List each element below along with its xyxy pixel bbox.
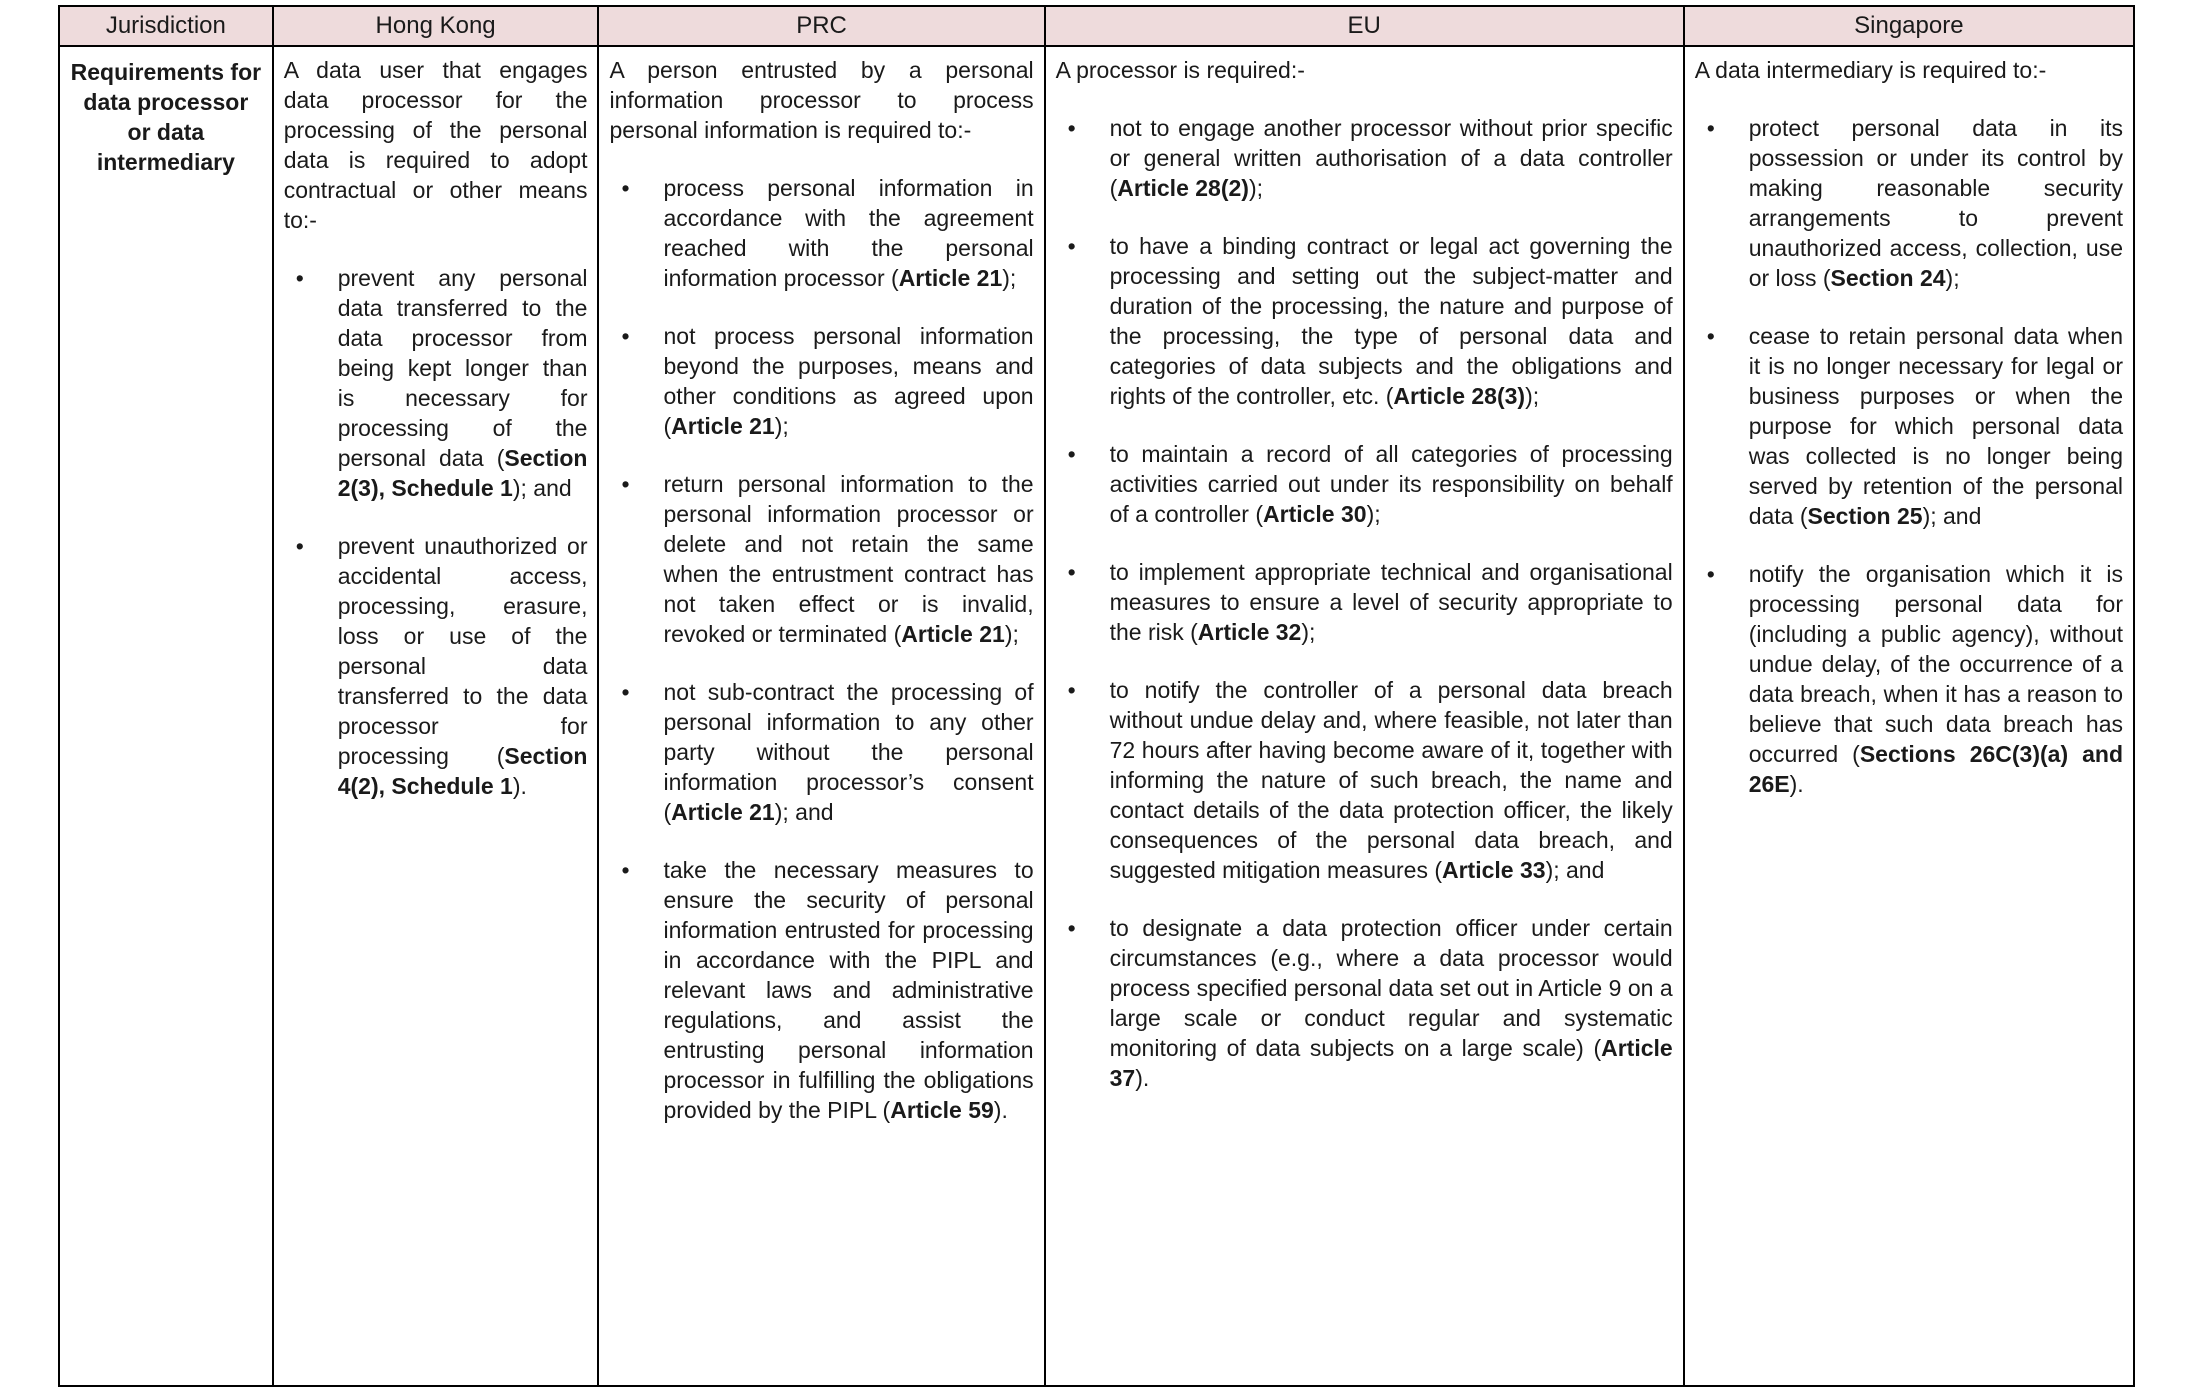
bullet-item — [609, 855, 1033, 1125]
citation-bold-text: Section 4(2), Schedule 1 — [337, 743, 588, 799]
bullet-item — [609, 173, 1033, 293]
bullet-item — [1056, 913, 1673, 1093]
bullet-icon: • — [621, 175, 630, 201]
body-text: ); — [1301, 619, 1316, 645]
body-text: not to engage another processor without prior specific or general written authorisation of a data controller ( — [1109, 115, 1673, 201]
body-text: ); and — [774, 799, 834, 825]
cell-hong-kong — [273, 46, 599, 1386]
bullet-item — [1056, 439, 1673, 529]
bullet-item — [1056, 231, 1673, 411]
bullet-icon: • — [1067, 559, 1076, 585]
bullet-text — [338, 531, 588, 801]
body-text: ). — [1135, 1065, 1150, 1091]
bullet-icon: • — [1067, 233, 1076, 259]
body-text: ); and — [512, 475, 572, 501]
body-text: ); — [1002, 265, 1017, 291]
header-prc: PRC — [598, 6, 1044, 46]
bullet-item — [1695, 113, 2123, 293]
body-text: not process personal information beyond the purposes, means and other conditions as agreed upon ( — [663, 323, 1034, 439]
body-text: A processor is required:- — [1055, 57, 1305, 83]
cell-singapore — [1684, 46, 2134, 1386]
citation-bold-text: Article 32 — [1197, 619, 1302, 645]
body-text: return personal information to the personal information processor or delete and not retain the same when the entrustment contract has not taken effect or is invalid, revoked or terminated ( — [663, 471, 1034, 647]
jurisdiction-comparison-wrapper — [58, 5, 2135, 1387]
citation-bold-text: Article 21 — [671, 799, 775, 825]
cell-eu — [1045, 46, 1684, 1386]
bullet-item — [1056, 557, 1673, 647]
bullet-text — [663, 677, 1033, 827]
body-text: take the necessary measures to ensure the security of personal information entrusted for processing in accordance with the PIPL and relevant laws and administrative regulations, and assist the entrusting personal information processor in fulfilling the obligations provided by the PIPL ( — [663, 857, 1034, 1123]
citation-bold-text: Sections 26C(3)(a) and 26E — [1748, 741, 2123, 797]
table-row — [59, 46, 2134, 1386]
citation-bold-text: Article 30 — [1263, 501, 1367, 527]
citation-bold-text: Article 21 — [898, 265, 1003, 291]
header-singapore: Singapore — [1684, 6, 2134, 46]
citation-bold-text: Article 28(3) — [1393, 383, 1526, 409]
body-text: not sub-contract the processing of personal information to any other party without the personal information processor’s consent ( — [663, 679, 1034, 825]
bullet-text — [1110, 675, 1673, 885]
bullet-text — [663, 173, 1033, 293]
bullet-text — [1110, 913, 1673, 1093]
bullet-item — [1695, 321, 2123, 531]
citation-bold-text: Article 28(2) — [1117, 175, 1249, 201]
bullet-icon: • — [621, 679, 630, 705]
body-text: ). — [1789, 771, 1804, 797]
body-text: cease to retain personal data when it is no longer necessary for legal or business purposes or when the purpose for which personal data was collected is no longer being served by retention of the personal data ( — [1748, 323, 2123, 529]
bullet-item — [1056, 113, 1673, 203]
bullet-text — [338, 263, 588, 503]
cell-intro — [1695, 55, 2123, 85]
cell-prc — [598, 46, 1044, 1386]
bullet-text — [663, 321, 1033, 441]
bullet-item — [1056, 675, 1673, 885]
citation-bold-text: Article 33 — [1442, 857, 1546, 883]
header-eu: EU — [1045, 6, 1684, 46]
bullet-icon: • — [1706, 115, 1715, 141]
cell-intro — [284, 55, 588, 235]
body-text: notify the organisation which it is processing personal data for (including a public agency), without undue delay, of the occurrence of a data breach, when it has a reason to believe that such data breach has occurred ( — [1748, 561, 2123, 767]
body-text: to have a binding contract or legal act governing the processing and setting out the subject-matter and duration of the processing, the nature and purpose of the processing, the type of personal data and categories of data subjects and the obligations and rights of the controller, etc. ( — [1109, 233, 1673, 409]
body-text: to maintain a record of all categories of processing activities carried out under its responsibility on behalf of a controller ( — [1109, 441, 1673, 527]
header-row — [59, 6, 2134, 46]
cell-intro — [609, 55, 1033, 145]
header-hong-kong: Hong Kong — [273, 6, 599, 46]
bullet-text — [1749, 559, 2123, 799]
bullet-text — [663, 469, 1033, 649]
bullet-icon: • — [1067, 441, 1076, 467]
bullet-item — [284, 263, 588, 503]
cell-intro — [1056, 55, 1673, 85]
citation-bold-text: Article 21 — [671, 413, 775, 439]
body-text: ); — [1366, 501, 1381, 527]
bullet-icon: • — [295, 533, 304, 559]
citation-bold-text: Article 37 — [1109, 1035, 1673, 1091]
citation-bold-text: Section 24 — [1830, 265, 1946, 291]
bullet-icon: • — [1706, 323, 1715, 349]
row-label: Requirements for data processor or data intermediary — [70, 59, 262, 175]
bullet-item — [284, 531, 588, 801]
bullet-text — [1110, 231, 1673, 411]
bullet-icon: • — [621, 471, 630, 497]
citation-bold-text: Section 25 — [1807, 503, 1923, 529]
citation-bold-text: Section 2(3), Schedule 1 — [337, 445, 588, 501]
bullet-icon: • — [621, 323, 630, 349]
body-text: prevent any personal data transferred to the data processor from being kept longer than is necessary for processing of the personal data ( — [337, 265, 588, 471]
body-text: to implement appropriate technical and organisational measures to ensure a level of security appropriate to the risk ( — [1109, 559, 1673, 645]
bullet-item — [609, 469, 1033, 649]
body-text: A data user that engages data processor for the processing of the personal data is required to adopt contractual or other means to:- — [283, 57, 588, 233]
body-text: ); and — [1545, 857, 1605, 883]
body-text: ). — [512, 773, 527, 799]
body-text: ); — [1004, 621, 1019, 647]
bullet-text — [1749, 113, 2123, 293]
bullet-text — [1749, 321, 2123, 531]
body-text: ); — [1525, 383, 1540, 409]
bullet-icon: • — [1067, 677, 1076, 703]
bullet-text — [1110, 557, 1673, 647]
bullet-item — [609, 321, 1033, 441]
body-text: process personal information in accordance with the agreement reached with the personal information processor ( — [663, 175, 1034, 291]
body-text: ). — [993, 1097, 1008, 1123]
body-text: A person entrusted by a personal information processor to process personal information is required to:- — [609, 57, 1034, 143]
bullet-icon: • — [1706, 561, 1715, 587]
bullet-item — [1695, 559, 2123, 799]
body-text: protect personal data in its possession or under its control by making reasonable security arrangements to prevent unauthorized access, collection, use or loss ( — [1748, 115, 2123, 291]
body-text: ); — [1945, 265, 1960, 291]
bullet-item — [609, 677, 1033, 827]
bullet-icon: • — [621, 857, 630, 883]
citation-bold-text: Article 21 — [901, 621, 1005, 647]
jurisdiction-comparison-table — [58, 5, 2135, 1387]
body-text: ); and — [1922, 503, 1982, 529]
bullet-icon: • — [1067, 115, 1076, 141]
bullet-text — [663, 855, 1033, 1125]
body-text: A data intermediary is required to:- — [1694, 57, 2047, 83]
bullet-icon: • — [295, 265, 304, 291]
bullet-text — [1110, 113, 1673, 203]
bullet-text — [1110, 439, 1673, 529]
body-text: prevent unauthorized or accidental access, processing, erasure, loss or use of the personal data transferred to the data processor for processing ( — [337, 533, 588, 769]
body-text: to notify the controller of a personal data breach without undue delay and, where feasible, not later than 72 hours after having become aware of it, together with informing the nature of such breach, the name and contact details of the data protection officer, the likely consequences of the personal data breach, and suggested mitigation measures ( — [1109, 677, 1673, 883]
body-text: ); — [774, 413, 789, 439]
citation-bold-text: Article 59 — [890, 1097, 994, 1123]
body-text: ); — [1248, 175, 1264, 201]
bullet-icon: • — [1067, 915, 1076, 941]
body-text: to designate a data protection officer under certain circumstances (e.g., where a data processor would process specified personal data set out in Article 9 on a large scale or conduct regular and systematic monitoring of data subjects on a large scale) ( — [1109, 915, 1673, 1061]
row-label-cell — [59, 46, 273, 1386]
header-jurisdiction: Jurisdiction — [59, 6, 273, 46]
